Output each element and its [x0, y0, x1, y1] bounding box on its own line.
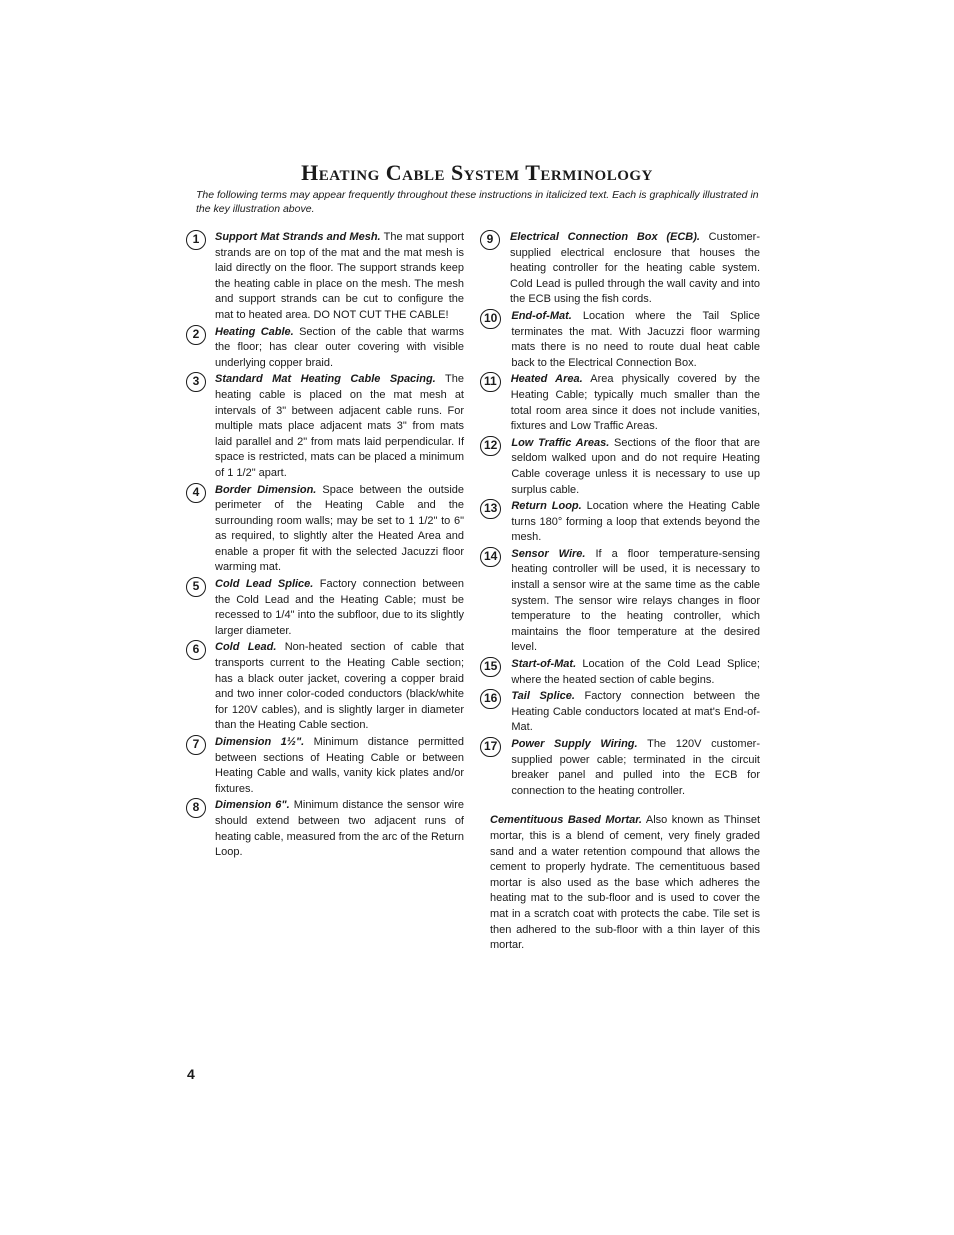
term-number: 11 — [480, 372, 501, 392]
term-number: 12 — [480, 436, 501, 456]
term-description: Location where the Tail Splice terminates the mat. With Jacuzzi floor warming mats there is no need to route dual heat cable back to the Electrical Connection Box. — [511, 309, 760, 369]
term-number: 16 — [480, 689, 501, 709]
term-label: Border Dimension. — [215, 483, 317, 496]
term-description: Space between the outside perimeter of the Heating Cable and the surrounding room walls; may be set to 1 1/2" to 6" as required, to slightly alter the Heated Area and enable a proper fit with the selected Jacuzzi floor warming mat. — [215, 483, 465, 574]
mortar-definition — [490, 813, 760, 953]
term-item — [480, 230, 760, 308]
term-number: 15 — [480, 657, 501, 677]
page-title: Heating Cable System Terminology — [301, 160, 653, 185]
mortar-term: Cementituous Based Mortar. — [490, 814, 642, 827]
term-description: Factory connection between the Cold Lead and the Heating Cable; must be recessed to 1/4" into the subfloor, due to its slightly larger diameter. — [215, 578, 464, 637]
right-column — [480, 230, 760, 954]
term-item — [480, 657, 760, 688]
term-number: 6 — [186, 640, 206, 660]
term-number: 14 — [480, 547, 501, 567]
term-item — [480, 309, 760, 371]
term-description: Location where the Heating Cable turns 180° forming a loop that extends beyond the mesh. — [511, 500, 760, 544]
term-number: 17 — [480, 737, 501, 757]
term-number: 4 — [186, 483, 206, 503]
term-label: Cold Lead. — [215, 641, 277, 654]
term-label: Heating Cable. — [215, 325, 294, 338]
term-item — [186, 640, 464, 734]
term-number: 7 — [186, 735, 206, 755]
term-description: Location of the Cold Lead Splice; where the heated section of cable begins. — [511, 658, 760, 686]
term-label: Dimension 1½". — [215, 736, 305, 748]
term-description: The 120V customer-supplied power cable; terminated in the circuit breaker panel and pulled into the ECB for connection to the heating controller. — [511, 738, 761, 797]
term-number: 9 — [480, 230, 500, 250]
term-description: Customer-supplied electrical enclosure that houses the heating controller for the heating cable system. Cold Lead is pulled through the wall cavity and into the ECB using the fish cords. — [510, 231, 760, 306]
term-number: 2 — [186, 325, 206, 345]
term-number: 5 — [186, 577, 206, 597]
term-item — [186, 230, 464, 324]
term-description: Minimum distance the sensor wire should extend between two adjacent runs of heating cable, measured from the arc of the Return Loop. — [215, 799, 464, 859]
mortar-description: Also known as Thinset mortar, this is a blend of cement, very finely graded sand and a water retention compound that allows the cement to properly hydrate. The cementituous based mortar is also used as the base which adheres the heating mat to the sub-floor and is used to cover the mat in a scratch coat with protects the cabe. Tile set is then adhered to the sub-floor with a thin layer of this mortar. — [490, 814, 761, 952]
term-label: Electrical Connection Box (ECB). — [510, 231, 700, 243]
term-number: 3 — [186, 372, 206, 392]
left-column — [186, 230, 464, 862]
term-label: Low Traffic Areas. — [511, 436, 610, 449]
term-item — [186, 577, 464, 639]
term-number: 1 — [186, 230, 206, 250]
term-item — [480, 372, 760, 434]
term-item — [186, 325, 464, 372]
page-number: 4 — [187, 1066, 195, 1082]
term-item — [480, 499, 760, 546]
intro-text: The following terms may appear frequently throughout these instructions in italicized text. Each is graphically illustrated in the key illustration above. — [196, 189, 759, 215]
term-label: Start-of-Mat. — [511, 658, 577, 671]
term-item — [186, 735, 464, 797]
term-description: Sections of the floor that are seldom walked upon and do not require Heating Cable coverage unless it is necessary to use up surplus cable. — [511, 436, 760, 496]
term-label: Standard Mat Heating Cable Spacing. — [215, 373, 436, 386]
term-label: End-of-Mat. — [511, 309, 572, 322]
term-item — [186, 798, 464, 860]
term-item — [480, 737, 760, 799]
term-description: If a floor temperature-sensing heating controller will be used, it is necessary to install a sensor wire at the same time as the cable system. The sensor wire relays changes in floor temperature to the heating controller, which maintains the floor temperature at the desired level. — [511, 547, 760, 654]
term-label: Return Loop. — [511, 500, 582, 513]
term-label: Heated Area. — [510, 373, 583, 386]
term-description: Section of the cable that warms the floor; has clear outer covering with visible underlying copper braid. — [215, 325, 465, 369]
term-item — [186, 372, 464, 481]
term-number: 13 — [480, 499, 501, 519]
term-label: Tail Splice. — [511, 690, 575, 703]
term-label: Support Mat Strands and Mesh. — [215, 231, 381, 243]
term-label: Power Supply Wiring. — [511, 738, 638, 750]
term-label: Cold Lead Splice. — [215, 578, 314, 591]
term-description: The heating cable is placed on the mat mesh at intervals of 3" between adjacent cable runs. For multiple mats place adjacent mats 3" from mats laid parallel and 2" from mats laid perpendicular. If space is restricted, mats can be placed a minimum of 1 1/2" apart. — [215, 373, 464, 479]
term-label: Sensor Wire. — [511, 547, 586, 560]
term-number: 10 — [480, 309, 501, 329]
term-description: Area physically covered by the Heating Cable; typically much smaller than the total room area since it does not include vanities, fixtures and Low Traffic Areas. — [510, 373, 761, 433]
term-description: Non-heated section of cable that transports current to the Heating Cable section; has a black outer jacket, covering a copper braid and two inner color-coded conductors (black/white for 120V cables), and is slightly larger in diameter than the Heating Cable section. — [215, 641, 464, 732]
term-item — [480, 689, 760, 736]
term-item — [186, 483, 464, 577]
term-description: The mat support strands are on top of the mat and the mat mesh is laid directly on the floor. The support strands keep the heating cable in place on the mesh. The mesh and support strands can be cut to configure the mat to heated area. DO NOT CUT THE CABLE! — [215, 231, 465, 321]
term-item — [480, 547, 760, 656]
term-description: Minimum distance permitted between sections of Heating Cable or between Heating Cable and walls, vanity kick plates and/or fixtures. — [215, 736, 464, 795]
term-description: Factory connection between the Heating Cable conductors located at mat's End-of-Mat. — [511, 690, 760, 734]
term-item — [480, 436, 760, 498]
term-label: Dimension 6". — [215, 799, 290, 812]
term-number: 8 — [186, 798, 206, 818]
